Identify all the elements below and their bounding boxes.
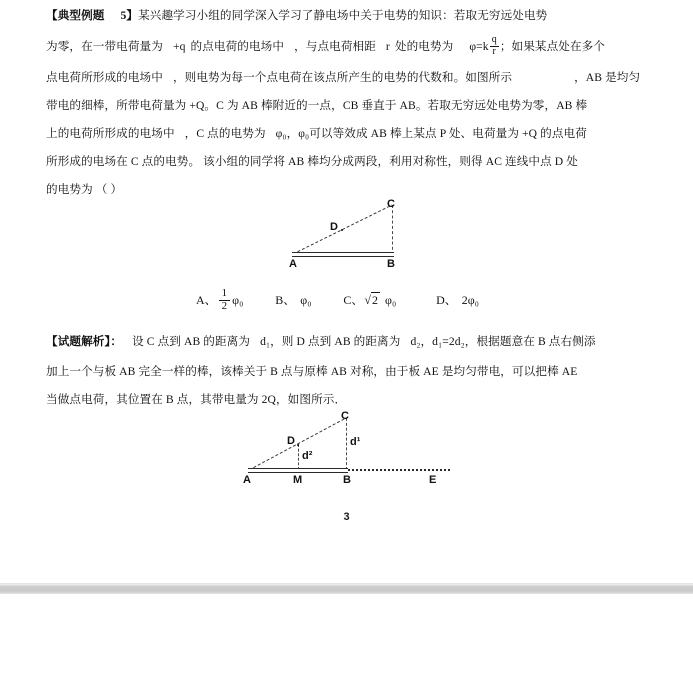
formula-denominator: r xyxy=(490,46,499,57)
problem-line-3a: 点电荷所形成的电场中 xyxy=(46,71,163,84)
figure2-label-c: C xyxy=(341,410,349,422)
problem-line-2f: 处的电势为 xyxy=(394,40,454,53)
option-c[interactable] xyxy=(343,291,396,308)
figure-triangle-abc xyxy=(286,198,426,276)
problem-line-6 xyxy=(46,148,578,176)
problem-line-2e: r xyxy=(385,40,390,53)
analysis-tag: 【试题解析】： xyxy=(46,335,123,348)
problem-line-1 xyxy=(46,2,547,30)
analysis-line-2-text: 加上一个与板 AB 完全一样的棒，该棒关于 B 点与原棒 AB 对称，由于板 AE 是均匀带电，可以把棒 AE xyxy=(46,365,578,378)
problem-line-2a: 为零，在一带电荷量为 xyxy=(46,40,163,53)
figure1-label-a: A xyxy=(289,258,297,270)
problem-line-3c: ，AB 是均匀 xyxy=(574,71,641,84)
figure2-rod-ab xyxy=(248,468,348,473)
figure1-label-b: B xyxy=(387,258,395,270)
problem-line-7 xyxy=(46,176,122,204)
figure1-lines xyxy=(286,198,426,276)
analysis-line-2 xyxy=(46,358,577,386)
option-c-radicand: 2 xyxy=(372,292,379,307)
analysis-line-3-text: 当做点电荷，其位置在 B 点，其带电量为 2Q，如图所示． xyxy=(46,393,347,406)
problem-line-3b: ，则电势为每一个点电荷在该点所产生的电势的代数和。如图所示 xyxy=(172,71,513,84)
problem-line-5a: 上的电荷所形成的电场中 xyxy=(46,127,175,140)
analysis-relation: ，d₁=2d₂ xyxy=(420,335,465,348)
answer-options xyxy=(196,288,479,312)
option-d-key: D、 xyxy=(436,292,457,307)
analysis-line-1f: ，根据题意在 B 点右侧添 xyxy=(464,335,596,348)
problem-line-4 xyxy=(46,92,587,120)
problem-line-2c: 的点电荷的电场中 xyxy=(190,40,285,53)
option-b-key: B、 xyxy=(275,292,296,307)
figure2-segment-cb-d1 xyxy=(346,418,347,470)
potential-formula xyxy=(469,34,499,57)
option-d-coefficient: 2 xyxy=(461,292,468,307)
analysis-line-1 xyxy=(46,328,596,356)
figure2-point-d xyxy=(297,444,299,446)
option-a[interactable] xyxy=(196,288,243,312)
formula-numerator: q xyxy=(491,34,497,46)
next-document-page xyxy=(0,594,693,690)
option-a-numerator: 1 xyxy=(221,287,228,299)
problem-line-2g: ；如果某点处在多个 xyxy=(499,40,606,53)
figure2-segment-dm-d2 xyxy=(298,444,299,470)
figure1-point-d xyxy=(341,229,343,231)
option-b-symbol: φ₀ xyxy=(300,292,312,307)
figure-triangle-abc-extended xyxy=(240,408,460,490)
figure2-label-a: A xyxy=(243,474,251,486)
option-c-symbol: φ₀ xyxy=(385,292,397,307)
formula-lhs: φ=k xyxy=(469,40,489,53)
figure2-label-e: E xyxy=(429,474,437,486)
figure1-label-d: D xyxy=(330,221,338,233)
figure2-label-b: B xyxy=(343,474,351,486)
figure1-rod-ab xyxy=(292,252,394,257)
problem-line-5 xyxy=(46,120,587,148)
next-page-clipped-content xyxy=(246,678,249,691)
option-a-key: A、 xyxy=(196,292,217,307)
analysis-line-1a: 设 C 点到 AB 的距离为 xyxy=(132,335,251,348)
page-number: 3 xyxy=(343,511,350,523)
option-b[interactable] xyxy=(275,291,311,308)
analysis-d2-first: d₂ xyxy=(410,335,421,348)
problem-tag: 【典型例题 xyxy=(46,9,105,22)
figure2-label-d1: d¹ xyxy=(350,436,361,448)
formula-fraction xyxy=(490,35,499,56)
option-c-sqrt: √2 xyxy=(364,292,379,307)
analysis-line-1c: ，则 D 点到 AB 的距离为 xyxy=(270,335,401,348)
problem-line-4-text: 带电的细棒，所带电荷量为 +Q。C 为 AB 棒附近的一点，CB 垂直于 AB。若取无穷远处电势为零，AB 棒 xyxy=(46,99,588,112)
problem-line-6-text: 所形成的电场在 C 点的电势。 该小组的同学将 AB 棒均分成两段，利用对称性，则得 AC 连线中点 D 处 xyxy=(46,155,578,168)
problem-number: 5】 xyxy=(120,9,139,22)
option-d[interactable] xyxy=(436,291,479,308)
figure1-segment-cb xyxy=(392,205,393,255)
option-a-denominator: 2 xyxy=(219,300,231,313)
figure2-label-d2: d² xyxy=(302,450,313,462)
option-a-fraction xyxy=(219,288,231,312)
figure1-label-c: C xyxy=(387,198,395,210)
problem-line-7-text: 的电势为 （ ） xyxy=(46,183,123,196)
figure2-label-d: D xyxy=(287,435,295,447)
problem-line-3 xyxy=(46,64,640,92)
problem-line-5d: 可以等效成 AB 棒上某点 P 处、电荷量为 +Q 的点电荷 xyxy=(309,127,587,140)
figure2-rod-be-dotted xyxy=(348,469,450,471)
option-c-key: C、 xyxy=(343,292,364,307)
problem-line-2b: +q xyxy=(172,40,186,53)
problem-line-1-text: 某兴趣学习小组的同学深入学习了静电场中关于电势的知识：若取无穷远处电势 xyxy=(138,9,548,22)
figure2-label-m: M xyxy=(293,474,303,486)
problem-line-2 xyxy=(46,33,605,61)
phi-zero-symbols: φ₀，φ₀ xyxy=(275,127,310,140)
analysis-d1-first: d₁ xyxy=(260,335,271,348)
problem-line-5b: ，C 点的电势为 xyxy=(184,127,266,140)
problem-line-2d: ，与点电荷相距 xyxy=(294,40,376,53)
option-a-symbol: φ₀ xyxy=(232,292,244,307)
option-d-symbol: φ₀ xyxy=(467,292,479,307)
